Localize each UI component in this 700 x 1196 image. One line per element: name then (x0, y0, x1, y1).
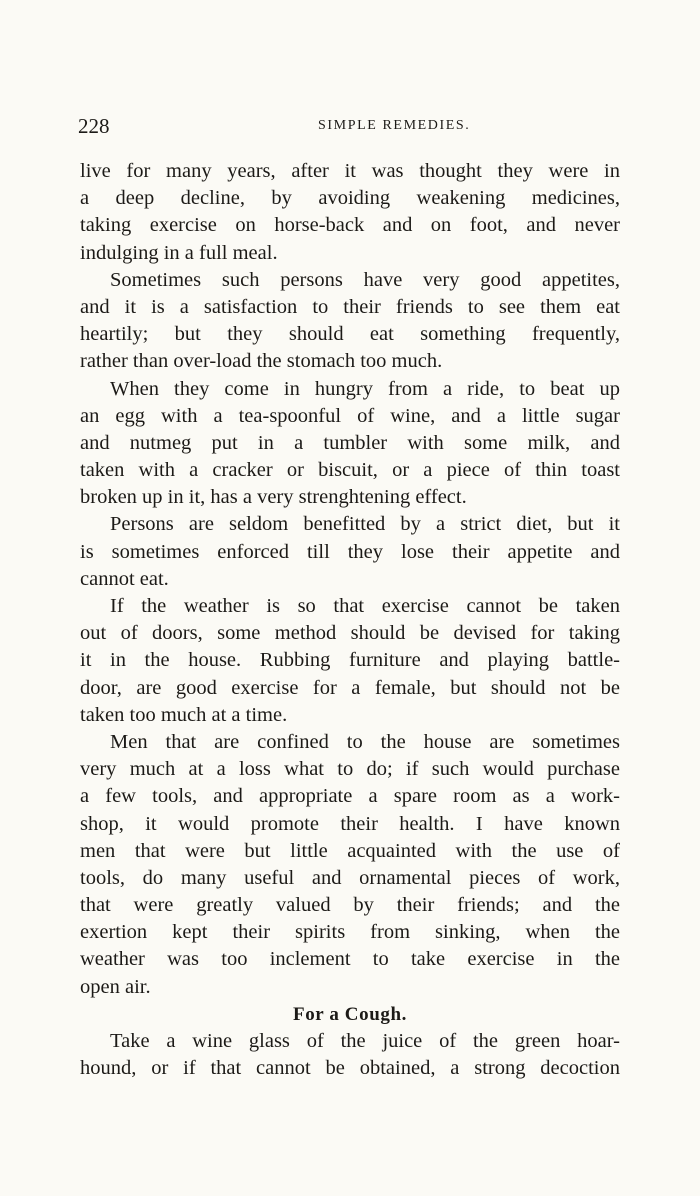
text-line: a few tools, and appropriate a spare room as a work- (80, 785, 620, 808)
text-line: live for many years, after it was thought they were in (80, 160, 620, 182)
text-line: Men that are confined to the house are sometimes (110, 730, 620, 753)
text-line: taking exercise on horse-back and on foot, and never (80, 214, 620, 237)
text-line: Persons are seldom benefitted by a strict diet, but it (110, 513, 620, 536)
text-line: door, are good exercise for a female, but should not be (80, 676, 620, 699)
page-number: 228 (78, 114, 110, 138)
text-line: hound, or if that cannot be obtained, a strong decoction (80, 1057, 620, 1080)
text-line: out of doors, some method should be devised for taking (80, 622, 620, 645)
text-line: heartily; but they should eat something frequently, (80, 323, 620, 346)
body-text (80, 158, 620, 1082)
page-header (78, 114, 618, 144)
text-line: When they come in hungry from a ride, to beat up (110, 377, 620, 400)
text-line: shop, it would promote their health. I have known (80, 812, 620, 835)
text-line: tools, do many useful and ornamental pieces of work, (80, 866, 620, 889)
text-line: and it is a satisfaction to their friends to see them eat (80, 295, 620, 318)
text-line: indulging in a full meal. (80, 241, 278, 264)
text-line: a deep decline, by avoiding weakening medicines, (80, 187, 620, 210)
text-line: and nutmeg put in a tumbler with some milk, and (80, 431, 620, 454)
text-line: that were greatly valued by their friends; and the (80, 894, 620, 917)
text-line: Take a wine glass of the juice of the green hoar- (110, 1030, 620, 1052)
text-line: taken too much at a time. (80, 703, 288, 726)
text-line: an egg with a tea-spoonful of wine, and a little sugar (80, 404, 620, 427)
text-line: broken up in it, has a very strenghtening effect. (80, 486, 467, 509)
text-line: taken with a cracker or biscuit, or a piece of thin toast (80, 459, 620, 482)
section-heading: For a Cough. (292, 1003, 407, 1025)
text-line: cannot eat. (80, 567, 169, 590)
text-line: rather than over-load the stomach too much. (80, 350, 443, 373)
text-line: weather was too inclement to take exercise in the (80, 948, 620, 971)
text-line: If the weather is so that exercise cannot be taken (110, 595, 620, 617)
text-line: is sometimes enforced till they lose their appetite and (80, 540, 620, 563)
text-line: very much at a loss what to do; if such would purchase (80, 758, 620, 781)
section-heading-row (80, 1001, 620, 1028)
running-head: SIMPLE REMEDIES. (318, 118, 471, 133)
text-line: exertion kept their spirits from sinking, when the (80, 921, 620, 944)
text-line: Sometimes such persons have very good appetites, (110, 268, 620, 291)
text-line: open air. (80, 975, 151, 998)
text-line: men that were but little acquainted with the use of (80, 839, 620, 862)
text-line: it in the house. Rubbing furniture and playing battle- (80, 649, 620, 672)
